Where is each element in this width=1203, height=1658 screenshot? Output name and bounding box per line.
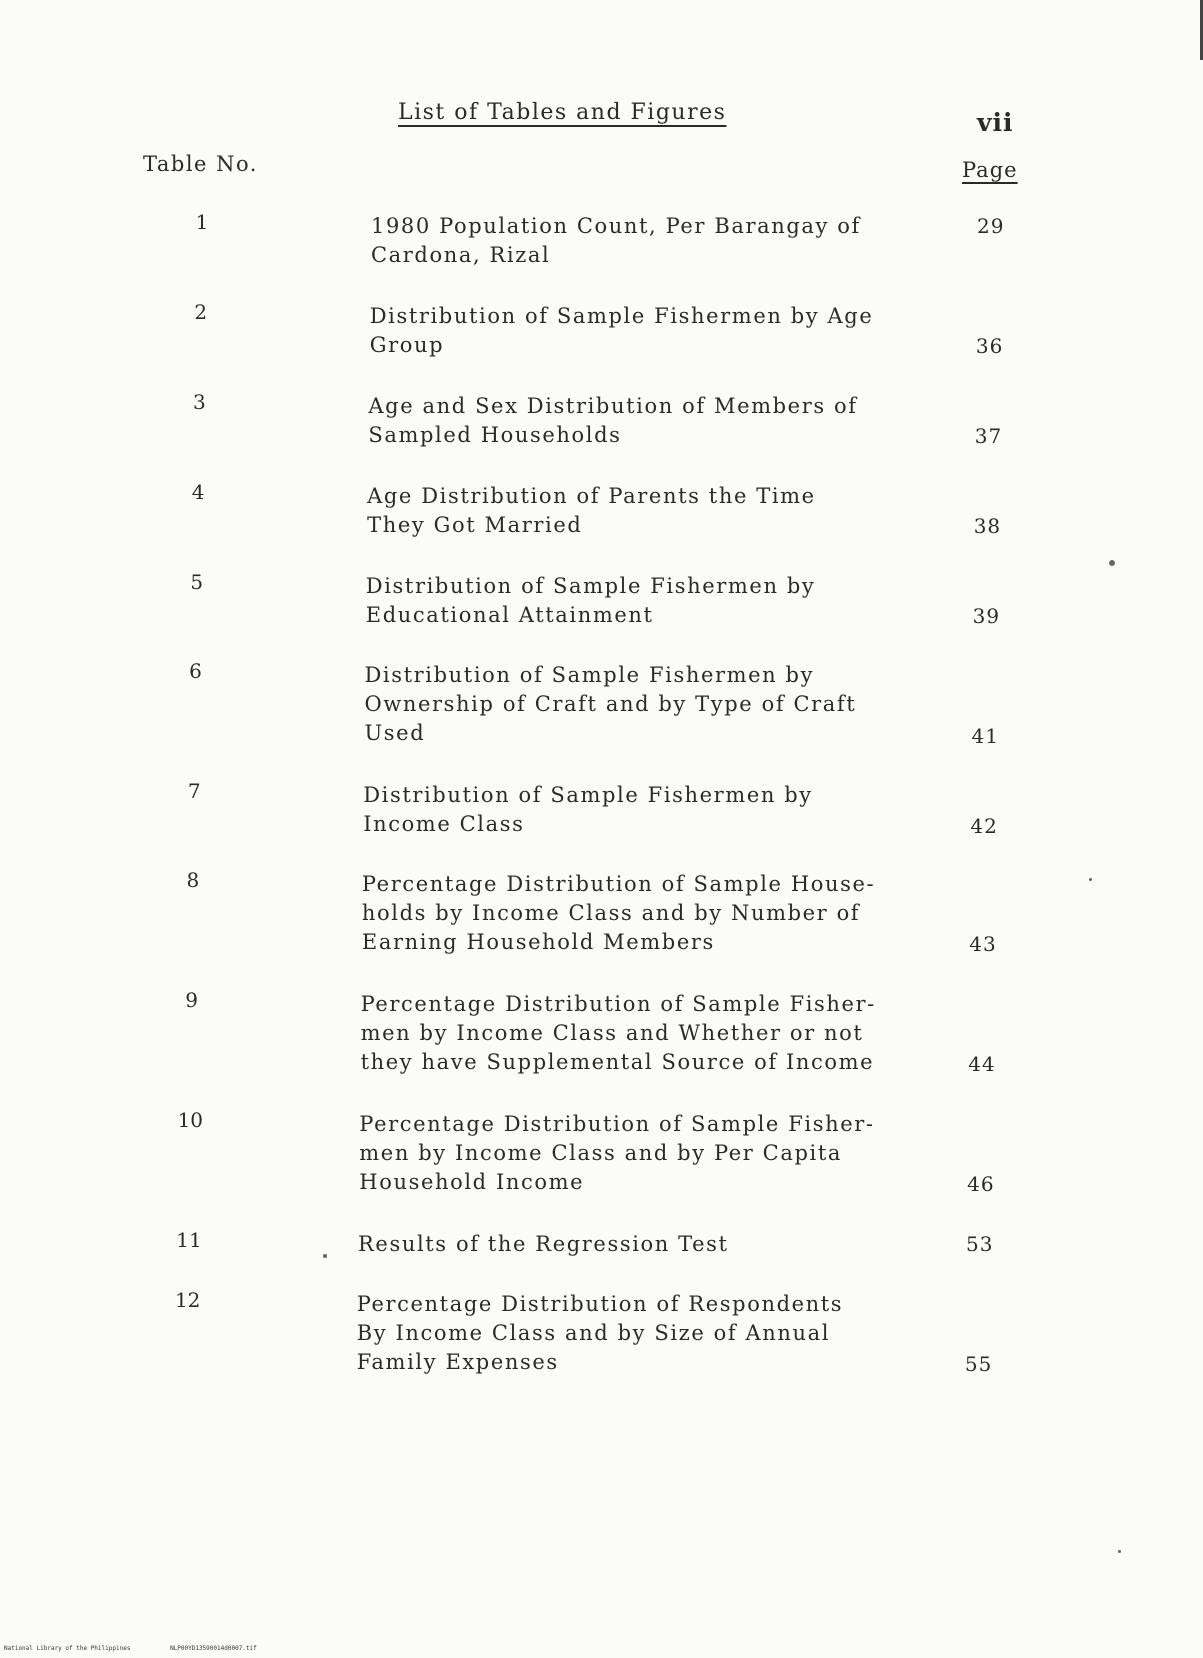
table-title-line: men by Income Class and Whether or not — [360, 1021, 864, 1045]
table-title — [365, 661, 945, 748]
table-number: 12 — [174, 1288, 201, 1312]
table-number: 8 — [186, 868, 200, 892]
table-title — [366, 572, 946, 630]
table-page-number: 42 — [970, 814, 998, 838]
table-title — [363, 781, 943, 839]
table-page-number: 53 — [966, 1232, 994, 1256]
table-page-number: 29 — [977, 214, 1005, 238]
scan-speck — [323, 1254, 327, 1258]
table-title-line: they have Supplemental Source of Income — [360, 1050, 875, 1074]
table-title-line: Distribution of Sample Fishermen by — [364, 663, 815, 687]
table-page-number: 55 — [964, 1352, 993, 1376]
table-title-line: Age Distribution of Parents the Time — [367, 484, 816, 508]
table-title-line: By Income Class and by Size of Annual — [356, 1321, 831, 1345]
table-title-line: Earning Household Members — [361, 930, 715, 954]
table-title-line: Distribution of Sample Fishermen by Age — [369, 304, 874, 328]
table-title-line: Percentage Distribution of Respondents — [356, 1292, 844, 1316]
table-title — [367, 482, 947, 540]
table-title-line: They Got Married — [367, 513, 583, 537]
table-number: 1 — [195, 210, 209, 234]
table-title — [359, 1110, 939, 1197]
table-title-line: Age and Sex Distribution of Members of — [368, 394, 858, 418]
table-page-number: 37 — [974, 424, 1003, 448]
table-title-line: Distribution of Sample Fishermen by — [363, 783, 813, 807]
table-number: 11 — [176, 1228, 202, 1252]
table-number: 10 — [177, 1108, 204, 1132]
table-page-number: 41 — [971, 724, 999, 748]
table-title-line: Percentage Distribution of Sample Fisher- — [359, 1112, 875, 1136]
table-title-line: Used — [364, 721, 426, 745]
table-title-line: Educational Attainment — [365, 603, 654, 627]
table-title-line: Distribution of Sample Fishermen by — [365, 574, 816, 598]
page-number: vii — [977, 108, 1014, 137]
table-number: 9 — [185, 988, 198, 1012]
table-title-line: Group — [369, 333, 445, 357]
footer-library: National Library of the Philippines — [4, 1645, 131, 1652]
table-title — [370, 302, 950, 360]
table-title-line: men by Income Class and by Per Capita — [359, 1141, 842, 1165]
table-title-line: Income Class — [363, 812, 525, 836]
scan-footer — [4, 1645, 293, 1652]
table-number: 6 — [189, 659, 202, 683]
table-page-number: 44 — [968, 1052, 996, 1076]
scan-speck — [1118, 1550, 1121, 1553]
table-title — [362, 870, 942, 957]
column-header-table-no: Table No. — [143, 152, 258, 176]
table-title-line: Sampled Households — [368, 423, 622, 447]
footer-file: NLP00YD13590014d0007.tif — [170, 1645, 257, 1652]
table-page-number: 39 — [972, 604, 1001, 628]
column-header-page: Page — [962, 158, 1018, 182]
table-page-number: 46 — [967, 1172, 995, 1196]
table-title — [368, 392, 948, 450]
table-title-line: Family Expenses — [356, 1350, 559, 1374]
table-title — [371, 212, 951, 270]
table-title — [357, 1290, 937, 1377]
table-page-number: 36 — [975, 334, 1004, 358]
table-title-line: 1980 Population Count, Per Barangay of — [371, 214, 861, 238]
table-title — [361, 990, 941, 1077]
table-title-line: Results of the Regression Test — [358, 1232, 729, 1256]
table-title-line: Percentage Distribution of Sample Fisher- — [360, 992, 876, 1016]
table-number: 3 — [193, 390, 206, 414]
table-title-line: Percentage Distribution of Sample House- — [361, 872, 876, 896]
table-page-number: 43 — [969, 932, 997, 956]
table-title-line: Household Income — [359, 1170, 585, 1194]
table-title — [358, 1230, 938, 1259]
table-title-line: holds by Income Class and by Number of — [361, 901, 861, 925]
scan-speck — [1109, 560, 1115, 566]
table-number: 5 — [190, 570, 204, 594]
table-title-line: Ownership of Craft and by Type of Craft — [364, 692, 857, 716]
table-number: 2 — [194, 300, 208, 324]
scan-speck — [1089, 878, 1092, 881]
table-title-line: Cardona, Rizal — [371, 243, 551, 267]
table-page-number: 38 — [973, 514, 1002, 538]
table-number: 4 — [191, 480, 205, 504]
page-title: List of Tables and Figures — [398, 100, 727, 125]
table-number: 7 — [187, 779, 201, 803]
